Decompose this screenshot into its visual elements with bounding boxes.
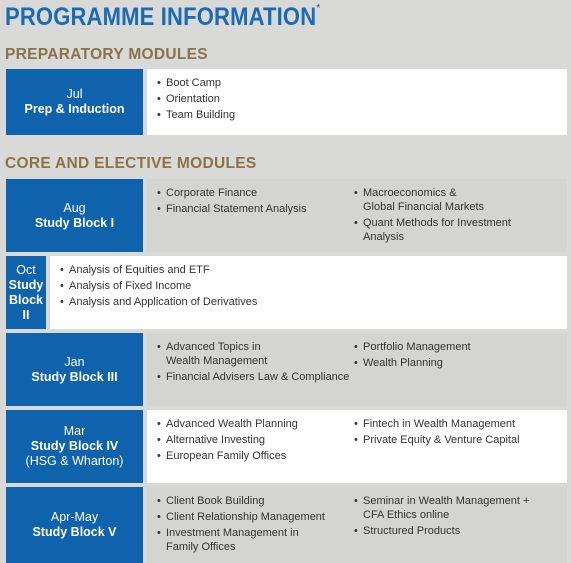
module-list-col2 bbox=[354, 417, 551, 447]
module-item: • Seminar in Wealth Management + CFA Ethics online bbox=[354, 494, 551, 522]
module-block bbox=[6, 410, 143, 483]
module-content bbox=[147, 69, 567, 135]
module-content bbox=[147, 410, 567, 483]
module-item: • Boot Camp bbox=[157, 76, 354, 90]
core-heading: CORE AND ELECTIVE MODULES bbox=[5, 155, 257, 172]
module-item: • Investment Management in Family Offices bbox=[157, 526, 354, 554]
module-month: Mar bbox=[63, 424, 86, 438]
page-title: PROGRAMME INFORMATION* bbox=[5, 1, 321, 31]
module-subtitle: (HSG & Wharton) bbox=[25, 454, 124, 468]
module-item: • Analysis and Application of Derivatives bbox=[60, 295, 360, 309]
module-item: • Corporate Finance bbox=[157, 186, 354, 200]
module-item: • Portfolio Management bbox=[354, 340, 551, 354]
module-item: • Private Equity & Venture Capital bbox=[354, 433, 551, 447]
module-item: • Alternative Investing bbox=[157, 433, 354, 447]
module-content bbox=[147, 333, 567, 406]
module-list-col1 bbox=[60, 263, 360, 309]
module-item: • Wealth Planning bbox=[354, 356, 551, 370]
module-item: • Quant Methods for Investment Analysis bbox=[354, 216, 551, 244]
module-list-col1 bbox=[157, 494, 354, 554]
module-row-4 bbox=[6, 410, 567, 483]
preparatory-heading: PREPARATORY MODULES bbox=[5, 46, 208, 63]
module-name: Study Block I bbox=[34, 215, 115, 230]
module-item: • Client Book Building bbox=[157, 494, 354, 508]
module-month: Oct bbox=[16, 262, 36, 277]
module-row-5 bbox=[6, 487, 567, 563]
module-row-1 bbox=[6, 179, 567, 252]
module-item: • Analysis of Fixed Income bbox=[60, 279, 360, 293]
module-list-col1 bbox=[157, 340, 354, 384]
module-month: Jan bbox=[64, 354, 85, 369]
module-block bbox=[6, 487, 143, 563]
module-item: • Financial Statement Analysis bbox=[157, 202, 354, 216]
module-list-col2 bbox=[354, 494, 551, 538]
module-block bbox=[6, 69, 143, 135]
module-item: • Macroeconomics & Global Financial Markets bbox=[354, 186, 551, 214]
module-item: • European Family Offices bbox=[157, 449, 354, 463]
module-list-col2 bbox=[354, 340, 551, 370]
module-block bbox=[6, 256, 46, 329]
module-list-col2 bbox=[354, 186, 551, 244]
module-item: • Team Building bbox=[157, 108, 354, 122]
module-name: Study Block III bbox=[31, 369, 118, 384]
module-month: Jul bbox=[66, 87, 83, 101]
module-row-2 bbox=[6, 256, 567, 329]
module-item: • Advanced Topics in Wealth Management bbox=[157, 340, 354, 368]
module-block bbox=[6, 179, 143, 252]
module-content bbox=[147, 179, 567, 252]
module-row-3 bbox=[6, 333, 567, 406]
module-content bbox=[147, 487, 567, 563]
module-item: • Fintech in Wealth Management bbox=[354, 417, 551, 431]
module-item: • Client Relationship Management bbox=[157, 510, 354, 524]
module-month: Aug bbox=[63, 200, 86, 215]
module-name: Prep & Induction bbox=[24, 102, 125, 116]
module-month: Apr-May bbox=[50, 510, 99, 524]
module-content bbox=[50, 256, 567, 329]
module-name: Study Block II bbox=[8, 277, 44, 322]
module-item: • Financial Advisers Law & Compliance bbox=[157, 370, 354, 384]
module-block bbox=[6, 333, 143, 406]
module-name: Study Block IV bbox=[30, 439, 119, 453]
module-row-0 bbox=[6, 69, 567, 135]
title-footnote-mark: * bbox=[316, 1, 321, 15]
module-item: • Analysis of Equities and ETF bbox=[60, 263, 360, 277]
module-list-col1 bbox=[157, 76, 354, 122]
module-name: Study Block V bbox=[32, 525, 117, 539]
module-list-col1 bbox=[157, 417, 354, 463]
module-item: • Structured Products bbox=[354, 524, 551, 538]
module-item: • Advanced Wealth Planning bbox=[157, 417, 354, 431]
module-list-col1 bbox=[157, 186, 354, 216]
module-item: • Orientation bbox=[157, 92, 354, 106]
